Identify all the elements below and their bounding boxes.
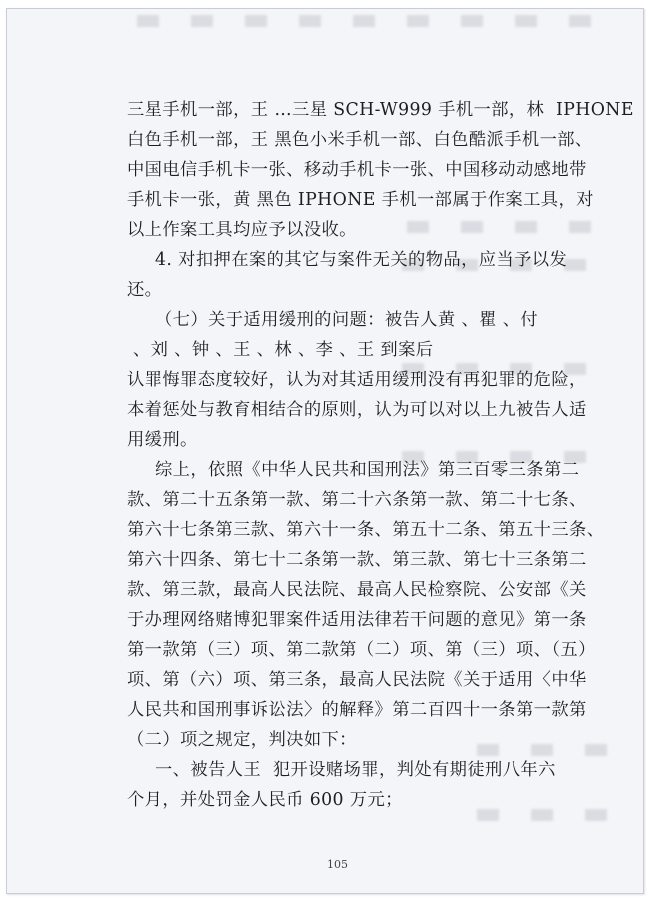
text-line: 款、第三款，最高人民法院、最高人民检察院、公安部《关	[127, 580, 587, 600]
text-line: 于办理网络赌博犯罪案件适用法律若干问题的意见》第一条	[127, 610, 587, 630]
text-line: 第一款第（三）项、第二款第（二）项、第（三）项、（五）	[127, 640, 596, 660]
text-line: 中国电信手机卡一张、移动手机卡一张、中国移动动感地带	[127, 160, 587, 180]
page-number: 105	[327, 858, 348, 871]
text-line: 手机卡一张，黄 黑色 IPHONE 手机一部属于作案工具，对	[127, 190, 594, 210]
text-line: 一、被告人王 犯开设赌场罪，判处有期徒刑八年六	[155, 760, 556, 780]
text-line: 款、第二十五条第一款、第二十六条第一款、第二十七条、	[127, 490, 587, 510]
text-line: 用缓刑。	[127, 430, 198, 450]
text-line: 以上作案工具均应予以没收。	[127, 220, 357, 240]
text-line: 认罪悔罪态度较好，认为对其适用缓刑没有再犯罪的危险，	[127, 370, 587, 390]
text-line: 、刘 、钟 、王 、林 、李 、王 到案后	[127, 340, 434, 360]
text-line: 个月，并处罚金人民币 600 万元；	[127, 790, 403, 810]
text-line: 人民共和国刑事诉讼法〉的解释》第二百四十一条第一款第	[127, 700, 587, 720]
text-line: 综上，依照《中华人民共和国刑法》第三百零三条第二	[155, 460, 580, 480]
document-page	[6, 8, 644, 894]
text-line: 第六十四条、第七十二条第一款、第三款、第七十三条第二	[127, 550, 587, 570]
text-line: 项、第（六）项、第三条，最高人民法院《关于适用〈中华	[127, 670, 587, 690]
text-line: 4. 对扣押在案的其它与案件无关的物品，应当予以发	[155, 250, 568, 270]
show-through-top	[137, 15, 617, 27]
text-line: 第六十七条第三款、第六十一条、第五十二条、第五十三条、	[127, 520, 605, 540]
text-line: 本着惩处与教育相结合的原则，认为可以对以上九被告人适	[127, 400, 587, 420]
text-line: 还。	[127, 280, 163, 300]
text-line: 三星手机一部，王 …三星 SCH-W999 手机一部，林 IPHONE	[127, 100, 634, 120]
text-line: 白色手机一部，王 黑色小米手机一部、白色酷派手机一部、	[127, 130, 593, 150]
text-line: （七）关于适用缓刑的问题：被告人黄 、瞿 、付	[155, 310, 539, 330]
text-line: （二）项之规定，判决如下：	[127, 730, 357, 750]
